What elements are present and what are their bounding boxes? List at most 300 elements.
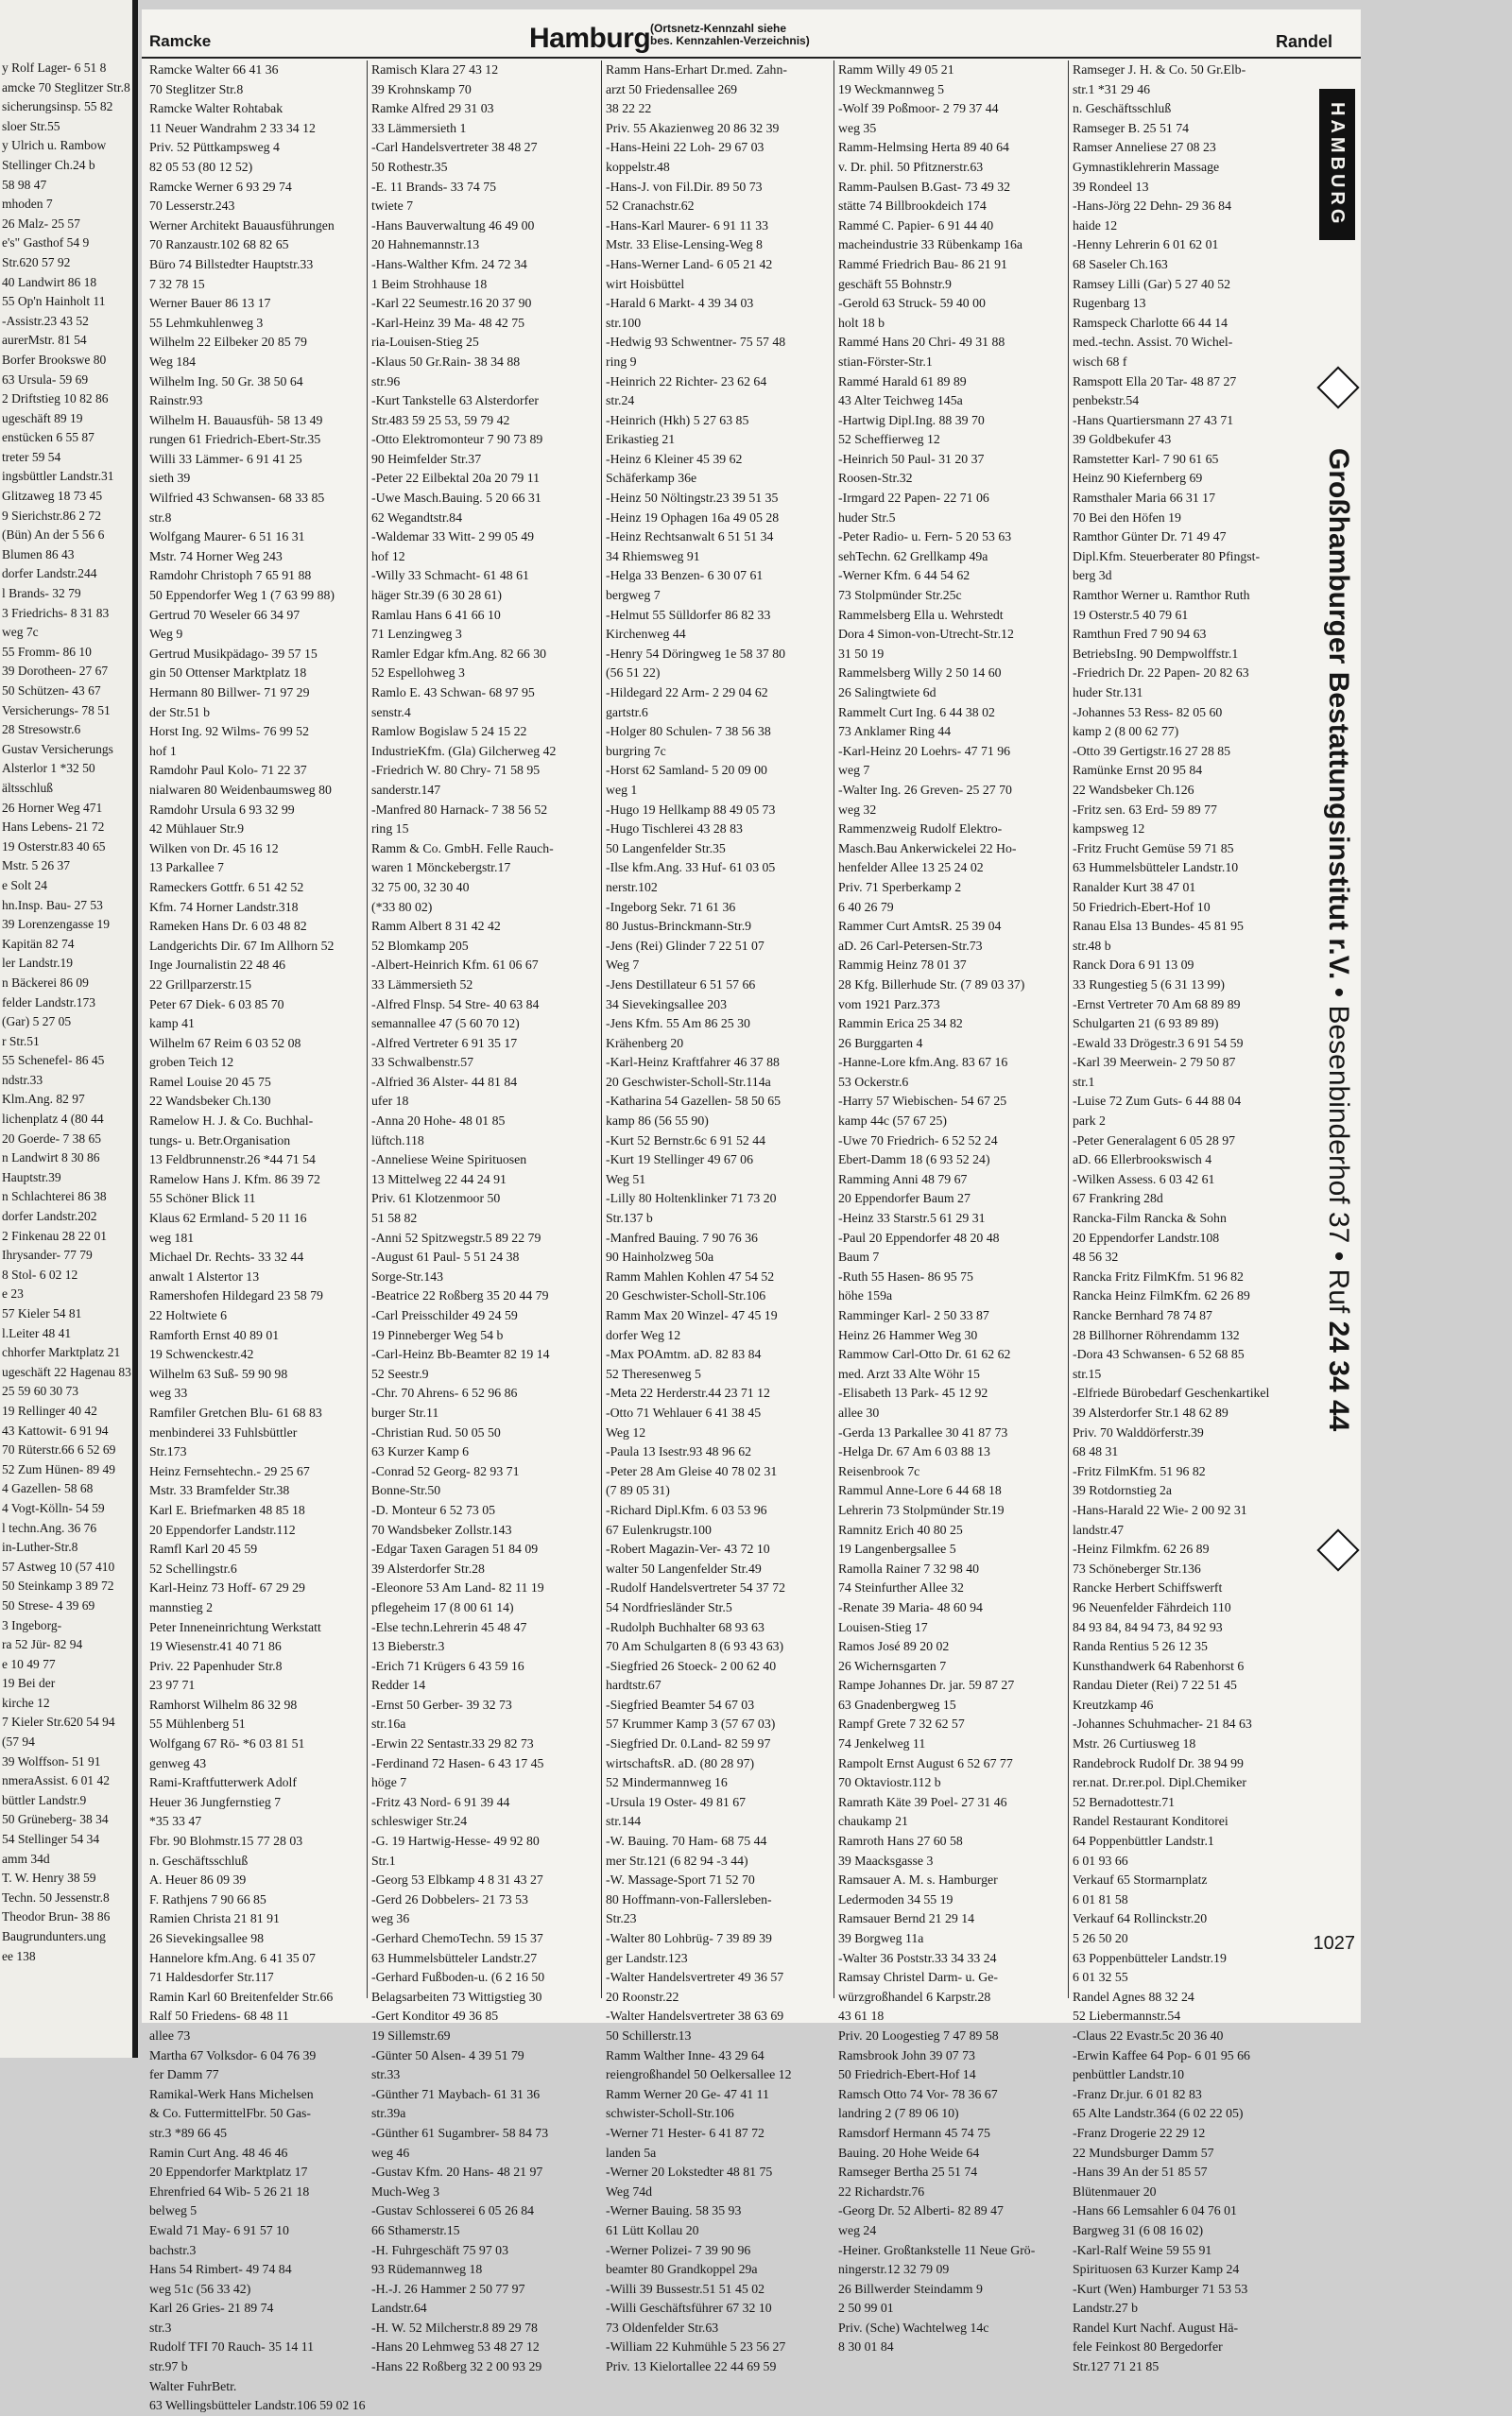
directory-entry: hof 12	[371, 548, 405, 563]
directory-entry: -Heinz 33 Starstr.5 61 29 31	[838, 1211, 986, 1226]
directory-entry: Ramthor Werner u. Ramthor Ruth	[1073, 588, 1250, 603]
directory-entry: Rammelt Curt Ing. 6 44 38 02	[838, 704, 995, 719]
directory-entry: Ramke Alfred 29 31 03	[371, 101, 494, 116]
directory-entry: Lehrerin 73 Stolpmünder Str.19	[838, 1502, 1005, 1517]
directory-entry: -Karl 39 Meerwein- 2 79 50 87	[1073, 1055, 1236, 1070]
directory-entry: -Carl Preisschilder 49 24 59	[371, 1308, 518, 1322]
directory-entry: -Willi 39 Bussestr.51 51 45 02	[606, 2281, 765, 2296]
directory-entry: Ramspott Ella 20 Tar- 48 87 27	[1073, 373, 1237, 388]
directory-entry: -Heinz Rechtsanwalt 6 51 51 34	[606, 529, 774, 544]
directory-entry: 33 Lämmersieth 52	[371, 976, 473, 992]
directory-entry: -Dora 43 Schwansen- 6 52 68 85	[1073, 1347, 1245, 1362]
directory-entry: 93 Rüdemannweg 18	[371, 2262, 483, 2277]
previous-page-line: sicherungsinsp. 55 82	[2, 99, 113, 114]
directory-entry: 64 Poppenbüttler Landstr.1	[1073, 1834, 1214, 1849]
directory-entry: Ramsauer A. M. s. Hamburger	[838, 1872, 998, 1888]
directory-entry: 52 Mindermannweg 16	[606, 1775, 728, 1790]
previous-page-line: Str.620 57 92	[2, 254, 71, 269]
directory-entry: Dipl.Kfm. Steuerberater 80 Pfingst-	[1073, 548, 1261, 563]
previous-page-line: Borfer Brookswe 80	[2, 352, 107, 367]
directory-entry: Ramm & Co. GmbH. Felle Rauch-	[371, 840, 554, 855]
directory-entry: vom 1921 Parz.373	[838, 996, 940, 1011]
directory-entry: Kirchenweg 44	[606, 627, 686, 642]
previous-page-line: ältsschluß	[2, 780, 53, 795]
directory-entry: str.1	[1073, 1074, 1095, 1089]
directory-entry: Ramcke Walter 66 41 36	[149, 62, 279, 77]
column-2	[371, 60, 596, 2374]
directory-entry: Büro 74 Billstedter Hauptstr.33	[149, 256, 314, 271]
previous-page-line: mhoden 7	[2, 197, 53, 212]
directory-entry: Ramdohr Christoph 7 65 91 88	[149, 568, 312, 583]
directory-entry: weg 33	[149, 1386, 188, 1401]
directory-entry: Rancke Herbert Schiffswerft	[1073, 1580, 1223, 1596]
directory-entry: Redder 14	[371, 1678, 426, 1693]
directory-entry: Weg 184	[149, 354, 197, 369]
directory-entry: Ramm Willy 49 05 21	[838, 62, 954, 77]
directory-entry: -Helmut 55 Sülldorfer 86 82 33	[606, 607, 771, 622]
directory-entry: 70 Ranzaustr.102 68 82 65	[149, 237, 289, 252]
directory-entry: -Jens Destillateur 6 51 57 66	[606, 976, 756, 992]
directory-entry: 20 Eppendorfer Baum 27	[838, 1191, 971, 1206]
directory-entry: Rammelsberg Ella u. Wehrstedt	[838, 607, 1004, 622]
directory-entry: Ramspeck Charlotte 66 44 14	[1073, 315, 1228, 330]
directory-entry: 90 Heimfelder Str.37	[371, 451, 482, 466]
directory-entry: kamp 86 (56 55 90)	[606, 1113, 709, 1129]
directory-entry: chaukamp 21	[838, 1814, 908, 1829]
directory-entry: Ranck Dora 6 91 13 09	[1073, 958, 1194, 973]
directory-entry: Ramm-Helmsing Herta 89 40 64	[838, 140, 1009, 155]
directory-entry: Ramdohr Ursula 6 93 32 99	[149, 802, 295, 817]
directory-entry: mannstieg 2	[149, 1599, 214, 1614]
directory-entry: hof 1	[149, 743, 177, 758]
directory-entry: park 2	[1073, 1113, 1106, 1129]
directory-entry: Rainstr.93	[149, 393, 203, 408]
directory-entry: -H. Fuhrgeschäft 75 97 03	[371, 2242, 508, 2257]
directory-entry: 52 Bernadottestr.71	[1073, 1794, 1176, 1809]
directory-entry: -Walter Ing. 26 Greven- 25 27 70	[838, 782, 1012, 797]
directory-entry: IndustrieKfm. (Gla) Gilcherweg 42	[371, 743, 557, 758]
directory-entry: (7 89 05 31)	[606, 1483, 670, 1498]
directory-entry: nerstr.102	[606, 879, 658, 894]
directory-entry: häger Str.39 (6 30 28 61)	[371, 588, 502, 603]
directory-entry: -Henry 54 Döringweg 1e 58 37 80	[606, 646, 786, 661]
directory-entry: Rugenbarg 13	[1073, 296, 1146, 311]
directory-entry: -August 61 Paul- 5 51 24 38	[371, 1250, 520, 1265]
directory-entry: Karl 26 Gries- 21 89 74	[149, 2301, 274, 2316]
directory-entry: landen 5a	[606, 2145, 657, 2160]
directory-entry: menbinderei 33 Fuhlsbüttler	[149, 1424, 298, 1440]
directory-entry: Karl-Heinz 73 Hoff- 67 29 29	[149, 1580, 305, 1596]
directory-entry: Schäferkamp 36e	[606, 471, 697, 486]
directory-entry: -Hans 39 An der 51 85 57	[1073, 2165, 1208, 2180]
previous-page-line: e Solt 24	[2, 877, 48, 892]
directory-entry: sieth 39	[149, 471, 191, 486]
previous-page-line: amm 34d	[2, 1851, 50, 1866]
directory-entry: -Hans Bauverwaltung 46 49 00	[371, 217, 535, 233]
directory-entry: Krähenberg 20	[606, 1035, 684, 1050]
directory-entry: rungen 61 Friedrich-Ebert-Str.35	[149, 432, 321, 447]
directory-entry: Wilken von Dr. 45 16 12	[149, 840, 279, 855]
directory-entry: weg 51c (56 33 42)	[149, 2281, 251, 2296]
directory-entry: -E. 11 Brands- 33 74 75	[371, 179, 497, 194]
directory-entry: -Heinrich (Hkh) 5 27 63 85	[606, 412, 749, 427]
directory-entry: Hans 54 Rimbert- 49 74 84	[149, 2262, 292, 2277]
directory-entry: 39 Krohnskamp 70	[371, 81, 472, 96]
directory-entry: Ehrenfried 64 Wib- 5 26 21 18	[149, 2183, 310, 2199]
directory-entry: landring 2 (7 89 06 10)	[838, 2106, 959, 2121]
directory-entry: -Hans-Walther Kfm. 24 72 34	[371, 256, 527, 271]
directory-entry: weg 46	[371, 2145, 410, 2160]
directory-entry: 22 Mundsburger Damm 57	[1073, 2145, 1214, 2160]
directory-entry: anwalt 1 Alstertor 13	[149, 1268, 260, 1284]
directory-entry: Walter FuhrBetr.	[149, 2378, 237, 2393]
directory-entry: -Max POAmtm. aD. 82 83 84	[606, 1347, 762, 1362]
directory-entry: Ramdohr Paul Kolo- 71 22 37	[149, 763, 307, 778]
directory-entry: 63 Gnadenbergweg 15	[838, 1697, 956, 1712]
directory-entry: penbekstr.54	[1073, 393, 1140, 408]
directory-entry: Str.173	[149, 1444, 187, 1459]
directory-entry: n. Geschäftsschluß	[1073, 101, 1172, 116]
directory-entry: 73 Anklamer Ring 44	[838, 724, 952, 739]
directory-entry: -Otto 39 Gertigstr.16 27 28 85	[1073, 743, 1231, 758]
directory-entry: Ramcke Werner 6 93 29 74	[149, 179, 292, 194]
previous-page-line: 55 Op'n Hainholt 11	[2, 294, 106, 309]
previous-page-line: Techn. 50 Jessenstr.8	[2, 1890, 110, 1905]
directory-entry: Ramm Mahlen Kohlen 47 54 52	[606, 1268, 775, 1284]
directory-entry: Ramsbrook John 39 07 73	[838, 2047, 975, 2062]
directory-entry: lüftch.118	[371, 1132, 424, 1148]
directory-entry: med.-techn. Assist. 70 Wichel-	[1073, 335, 1233, 350]
directory-entry: 50 Eppendorfer Weg 1 (7 63 99 88)	[149, 588, 335, 603]
directory-entry: 20 Eppendorfer Marktplatz 17	[149, 2165, 308, 2180]
directory-entry: 22 Wandsbeker Ch.130	[149, 1094, 271, 1109]
directory-entry: -Peter Radio- u. Fern- 5 20 53 63	[838, 529, 1012, 544]
directory-entry: 20 Eppendorfer Landstr.108	[1073, 1230, 1220, 1245]
directory-entry: Priv. 20 Loogestieg 7 47 89 58	[838, 2028, 999, 2043]
directory-entry: -Manfred Bauing. 7 90 76 36	[606, 1230, 758, 1245]
directory-entry: Wilhelm Ing. 50 Gr. 38 50 64	[149, 373, 303, 388]
directory-entry: 61 Lütt Kollau 20	[606, 2222, 699, 2237]
directory-entry: 33 Schwalbenstr.57	[371, 1055, 474, 1070]
previous-page-line: ra 52 Jür- 82 94	[2, 1637, 83, 1652]
directory-entry: Kreutzkamp 46	[1073, 1697, 1154, 1712]
directory-entry: würzgroßhandel 6 Karpstr.28	[838, 1989, 991, 2004]
directory-entry: -Georg 53 Elbkamp 4 8 31 43 27	[371, 1872, 543, 1888]
directory-entry: 19 Sillemstr.69	[371, 2028, 451, 2043]
directory-entry: -Siegfried Beamter 54 67 03	[606, 1697, 755, 1712]
directory-entry: berg 3d	[1073, 568, 1112, 583]
previous-page-line: 19 Rellinger 40 42	[2, 1403, 97, 1418]
column-divider	[367, 60, 368, 1998]
directory-entry: Mstr. 74 Horner Weg 243	[149, 548, 283, 563]
column-divider	[1068, 60, 1069, 1998]
directory-entry: Str.1	[371, 1853, 396, 1868]
directory-entry: Baum 7	[838, 1250, 880, 1265]
directory-entry: str.39a	[371, 2106, 406, 2121]
directory-entry: -Harry 57 Wiebischen- 54 67 25	[838, 1094, 1007, 1109]
directory-entry: -Anna 20 Hohe- 48 01 85	[371, 1113, 506, 1129]
directory-entry: 71 Lenzingweg 3	[371, 627, 462, 642]
directory-entry: str.16a	[371, 1717, 406, 1732]
directory-entry: 26 Salingtwiete 6d	[838, 685, 936, 699]
directory-entry: -Conrad 52 Georg- 82 93 71	[371, 1463, 520, 1478]
directory-entry: pflegeheim 17 (8 00 61 14)	[371, 1599, 514, 1614]
directory-entry: -Heiner. Großtankstelle 11 Neue Grö-	[838, 2242, 1036, 2257]
directory-entry: -Edgar Taxen Garagen 51 84 09	[371, 1542, 539, 1557]
ad-phone: 24 34 44	[1323, 1320, 1354, 1432]
directory-entry: -Heinz Filmkfm. 62 26 89	[1073, 1542, 1210, 1557]
directory-entry: -H.-J. 26 Hammer 2 50 77 97	[371, 2281, 525, 2296]
directory-entry: Str.137 b	[606, 1211, 653, 1226]
directory-entry: -Rudolph Buchhalter 68 93 63	[606, 1619, 765, 1634]
directory-entry: Str.483 59 25 53, 59 79 42	[371, 412, 510, 427]
directory-entry: burger Str.11	[371, 1405, 439, 1420]
directory-entry: -Heinz 50 Nöltingstr.23 39 51 35	[606, 491, 779, 506]
directory-entry: rer.nat. Dr.rer.pol. Dipl.Chemiker	[1073, 1775, 1246, 1790]
directory-entry: Rammin Erica 25 34 82	[838, 1016, 963, 1031]
directory-entry: -Rudolf Handelsvertreter 54 37 72	[606, 1580, 786, 1596]
directory-entry: Ramm-Paulsen B.Gast- 73 49 32	[838, 179, 1011, 194]
directory-entry: -Ernst 50 Gerber- 39 32 73	[371, 1697, 512, 1712]
previous-page-line: 70 Rüterstr.66 6 52 69	[2, 1442, 116, 1458]
directory-entry: -Hedwig 93 Schwentner- 75 57 48	[606, 335, 786, 350]
directory-entry: -Günther 61 Sugambrer- 58 84 73	[371, 2125, 549, 2140]
directory-entry: kampsweg 12	[1073, 821, 1145, 837]
directory-entry: str.15	[1073, 1366, 1102, 1381]
previous-page-line: 3 Ingeborg-	[2, 1617, 62, 1632]
directory-entry: 6 40 26 79	[838, 899, 894, 914]
directory-entry: 28 Billhorner Röhrendamm 132	[1073, 1327, 1240, 1342]
previous-page-line: hn.Insp. Bau- 27 53	[2, 897, 103, 912]
directory-entry: Randau Dieter (Rei) 7 22 51 45	[1073, 1678, 1237, 1693]
directory-entry: Priv. 55 Akazienweg 20 86 32 39	[606, 120, 780, 135]
directory-entry: 39 Maacksgasse 3	[838, 1853, 934, 1868]
directory-entry: Rancka-Film Rancka & Sohn	[1073, 1211, 1227, 1226]
running-head-left: Ramcke	[149, 32, 212, 50]
directory-entry: Ramrath Käte 39 Poel- 27 31 46	[838, 1794, 1007, 1809]
directory-entry: Rudolf TFI 70 Rauch- 35 14 11	[149, 2339, 314, 2355]
previous-page-line: 8 Stol- 6 02 12	[2, 1267, 78, 1282]
directory-entry: 28 Kfg. Billerhude Str. (7 89 03 37)	[838, 976, 1025, 992]
directory-entry: -Eleonore 53 Am Land- 82 11 19	[371, 1580, 544, 1596]
directory-entry: Willi 33 Lämmer- 6 91 41 25	[149, 451, 302, 466]
directory-entry: -Johannes Schuhmacher- 21 84 63	[1073, 1717, 1252, 1732]
previous-page-line: 19 Osterstr.83 40 65	[2, 838, 106, 854]
directory-entry: 74 Jenkelweg 11	[838, 1736, 926, 1752]
previous-page-line: ee 138	[2, 1948, 36, 1963]
previous-page-line: 63 Ursula- 59 69	[2, 371, 89, 387]
column-divider	[833, 60, 834, 1998]
directory-entry: beamter 80 Grandkoppel 29a	[606, 2262, 758, 2277]
directory-entry: Mstr. 26 Curtiusweg 18	[1073, 1736, 1196, 1752]
directory-entry: -Heinrich 22 Richter- 23 62 64	[606, 373, 767, 388]
previous-page-line: amcke 70 Steglitzer Str.8	[2, 79, 130, 95]
previous-page-line: T. W. Henry 38 59	[2, 1871, 96, 1886]
directory-entry: -Helga Dr. 67 Am 6 03 88 13	[838, 1444, 990, 1459]
directory-entry: -Hans-Heini 22 Loh- 29 67 03	[606, 140, 765, 155]
previous-page-line: 39 Dorotheen- 27 67	[2, 664, 109, 679]
directory-entry: -Carl Handelsvertreter 38 48 27	[371, 140, 538, 155]
directory-entry: -Waldemar 33 Witt- 2 99 05 49	[371, 529, 535, 544]
directory-entry: Ramseger Bertha 25 51 74	[838, 2165, 978, 2180]
directory-entry: Ramsay Christel Darm- u. Ge-	[838, 1970, 998, 1985]
directory-entry: Ramfiler Gretchen Blu- 61 68 83	[149, 1405, 322, 1420]
previous-page-line: 43 Kattowit- 6 91 94	[2, 1423, 109, 1438]
previous-page-line: 25 59 60 30 73	[2, 1384, 78, 1399]
directory-entry: 63 Hummelsbütteler Landstr.10	[1073, 860, 1239, 875]
directory-entry: 33 Rungestieg 5 (6 31 13 99)	[1073, 976, 1225, 992]
directory-entry: -Hans 66 Lemsahler 6 04 76 01	[1073, 2203, 1237, 2218]
directory-entry: 39 Alsterdorfer Str.28	[371, 1561, 485, 1576]
directory-entry: -Jens (Rei) Glinder 7 22 51 07	[606, 938, 765, 953]
directory-entry: -Hans Quartiersmann 27 43 71	[1073, 412, 1234, 427]
directory-entry: str.24	[606, 393, 635, 408]
directory-entry: 38 22 22	[606, 101, 652, 116]
directory-entry: Wilhelm H. Bauausfüh- 58 13 49	[149, 412, 323, 427]
previous-page-line: l Brands- 32 79	[2, 586, 81, 601]
previous-page-line: Blumen 86 43	[2, 546, 75, 561]
directory-entry: -Carl-Heinz Bb-Beamter 82 19 14	[371, 1347, 550, 1362]
directory-entry: str.1 *31 29 46	[1073, 81, 1151, 96]
directory-entry: Rameken Hans Dr. 6 03 48 82	[149, 919, 307, 934]
previous-page-line: n Landwirt 8 30 86	[2, 1150, 100, 1165]
directory-entry: -Fritz sen. 63 Erd- 59 89 77	[1073, 802, 1217, 817]
previous-page-margin	[0, 0, 138, 2058]
previous-page-line: aurerMstr. 81 54	[2, 333, 87, 348]
directory-entry: -Siegfried Dr. 0.Land- 82 59 97	[606, 1736, 771, 1752]
directory-entry: -Fritz 43 Nord- 6 91 39 44	[371, 1794, 510, 1809]
directory-entry: 82 05 53 (80 12 52)	[149, 159, 253, 174]
ad-city-box: HAMBURG	[1319, 89, 1355, 240]
column-5	[1073, 60, 1309, 2374]
previous-page-line: Baugrundunters.ung	[2, 1929, 106, 1943]
previous-page-line: 26 Malz- 25 57	[2, 216, 80, 231]
directory-entry: Str.23	[606, 1911, 637, 1926]
directory-entry: 39 Rondeel 13	[1073, 179, 1149, 194]
directory-entry: 52 Theresenweg 5	[606, 1366, 701, 1381]
directory-entry: Ramsey Lilli (Gar) 5 27 40 52	[1073, 276, 1231, 291]
directory-entry: 26 Billwerder Steindamm 9	[838, 2281, 983, 2296]
directory-entry: 50 Schillerstr.13	[606, 2028, 692, 2043]
directory-entry: -Horst 62 Samland- 5 20 09 00	[606, 763, 767, 778]
directory-entry: Randel Restaurant Konditorei	[1073, 1814, 1228, 1829]
directory-entry: Randa Rentius 5 26 12 35	[1073, 1639, 1208, 1654]
directory-entry: -H. W. 52 Milcherstr.8 89 29 78	[371, 2320, 538, 2335]
directory-entry: Randel Kurt Nachf. August Hä-	[1073, 2320, 1239, 2335]
directory-entry: sanderstr.147	[371, 782, 441, 797]
directory-entry: Dora 4 Simon-von-Utrecht-Str.12	[838, 627, 1014, 642]
previous-page-line: dorfer Landstr.202	[2, 1209, 97, 1224]
directory-entry: 66 Sthamerstr.15	[371, 2222, 460, 2237]
directory-entry: 22 Grillparzerstr.15	[149, 976, 252, 992]
directory-entry: -Uwe 70 Friedrich- 6 52 52 24	[838, 1132, 998, 1148]
directory-entry: geschäft 55 Bohnstr.9	[838, 276, 952, 291]
directory-entry: -Ruth 55 Hasen- 86 95 75	[838, 1268, 973, 1284]
directory-entry: Ledermoden 34 55 19	[838, 1891, 954, 1907]
directory-entry: wisch 68 f	[1073, 354, 1127, 369]
previous-page-line: ugeschäft 22 Hagenau 83	[2, 1364, 131, 1379]
directory-entry: -Günther 71 Maybach- 61 31 36	[371, 2086, 541, 2101]
directory-entry: 26 Sievekingsallee 98	[149, 1931, 265, 1945]
directory-entry: 22 Wandsbeker Ch.126	[1073, 782, 1194, 797]
directory-entry: 31 50 19	[838, 646, 885, 661]
directory-entry: str.100	[606, 315, 642, 330]
directory-entry: str.3	[149, 2320, 172, 2335]
directory-entry: allee 30	[838, 1405, 880, 1420]
directory-entry: Heuer 36 Jungfernstieg 7	[149, 1794, 282, 1809]
column-divider	[601, 60, 602, 1998]
directory-entry: bachstr.3	[149, 2242, 197, 2257]
directory-entry: str.97 b	[149, 2359, 188, 2374]
directory-entry: str.48 b	[1073, 938, 1111, 953]
previous-page-line: 50 Steinkamp 3 89 72	[2, 1579, 114, 1594]
directory-entry: -W. Bauing. 70 Ham- 68 75 44	[606, 1834, 767, 1849]
directory-entry: 39 Borgweg 11a	[838, 1931, 924, 1945]
directory-entry: -Gustav Kfm. 20 Hans- 48 21 97	[371, 2165, 543, 2180]
directory-entry: 39 Alsterdorfer Str.1 48 62 89	[1073, 1405, 1228, 1420]
directory-entry: senstr.4	[371, 704, 411, 719]
directory-entry: holt 18 b	[838, 315, 885, 330]
directory-entry: Rammenzweig Rudolf Elektro-	[838, 821, 1003, 837]
directory-entry: Ewald 71 May- 6 91 57 10	[149, 2222, 289, 2237]
directory-entry: 70 Bei den Höfen 19	[1073, 509, 1181, 525]
directory-entry: Much-Weg 3	[371, 2183, 440, 2199]
directory-entry: -Beatrice 22 Roßberg 35 20 44 79	[371, 1288, 549, 1303]
previous-page-line: Gustav Versicherungs	[2, 741, 113, 756]
directory-entry: 84 93 84, 84 94 73, 84 92 93	[1073, 1619, 1223, 1634]
directory-entry: -Klaus 50 Gr.Rain- 38 34 88	[371, 354, 521, 369]
directory-entry: -Friedrich Dr. 22 Papen- 20 82 63	[1073, 665, 1249, 681]
directory-entry: Ralf 50 Friedens- 68 48 11	[149, 2009, 289, 2024]
directory-entry: -Harald 6 Markt- 4 39 34 03	[606, 296, 754, 311]
directory-entry: Rampolt Ernst August 6 52 67 77	[838, 1755, 1013, 1770]
directory-entry: Ramm Werner 20 Ge- 47 41 11	[606, 2086, 769, 2101]
directory-entry: 52 Cranachstr.62	[606, 198, 695, 214]
directory-entry: -Christian Rud. 50 05 50	[371, 1424, 501, 1440]
directory-entry: 70 Lesserstr.243	[149, 198, 235, 214]
directory-entry: Priv. 22 Papenhuder Str.8	[149, 1658, 283, 1673]
column-3	[606, 60, 829, 2374]
directory-entry: Ramünke Ernst 20 95 84	[1073, 763, 1203, 778]
directory-entry: Bargweg 31 (6 08 16 02)	[1073, 2222, 1204, 2237]
ad-phone-label: Ruf	[1323, 1268, 1354, 1314]
previous-page-line: sloer Str.55	[2, 118, 60, 133]
directory-entry: Werner Bauer 86 13 17	[149, 296, 271, 311]
directory-entry: str.144	[606, 1814, 642, 1829]
directory-entry: -Werner 20 Lokstedter 48 81 75	[606, 2165, 773, 2180]
directory-entry: -Otto 71 Wehlauer 6 41 38 45	[606, 1405, 762, 1420]
directory-entry: -Karl-Heinz 20 Loehrs- 47 71 96	[838, 743, 1010, 758]
directory-entry: Wolfgang 67 Rö- *6 03 81 51	[149, 1736, 305, 1752]
previous-page-line: 54 Stellinger 54 34	[2, 1832, 100, 1847]
previous-page-line: 57 Kieler 54 81	[2, 1306, 82, 1320]
directory-entry: Ramhorst Wilhelm 86 32 98	[149, 1697, 298, 1712]
directory-entry: 80 Justus-Brinckmann-Str.9	[606, 919, 752, 934]
directory-entry: Weg 7	[606, 958, 640, 973]
directory-entry: Blütenmauer 20	[1073, 2183, 1157, 2199]
directory-entry: 52 Seestr.9	[371, 1366, 429, 1381]
directory-entry: hardtstr.67	[606, 1678, 662, 1693]
directory-entry: med. Arzt 33 Alte Wöhr 15	[838, 1366, 980, 1381]
directory-entry: -Elisabeth 13 Park- 45 12 92	[838, 1386, 988, 1401]
directory-entry: weg 24	[838, 2222, 877, 2237]
directory-entry: Rammow Carl-Otto Dr. 61 62 62	[838, 1347, 1011, 1362]
previous-page-line: lichenplatz 4 (80 44	[2, 1112, 104, 1127]
directory-entry: macheindustrie 33 Rübenkamp 16a	[838, 237, 1023, 252]
directory-entry: 68 Saseler Ch.163	[1073, 256, 1168, 271]
directory-entry: Ramlow Bogislaw 5 24 15 22	[371, 724, 527, 739]
directory-entry: 50 Friedrich-Ebert-Hof 10	[1073, 899, 1211, 914]
